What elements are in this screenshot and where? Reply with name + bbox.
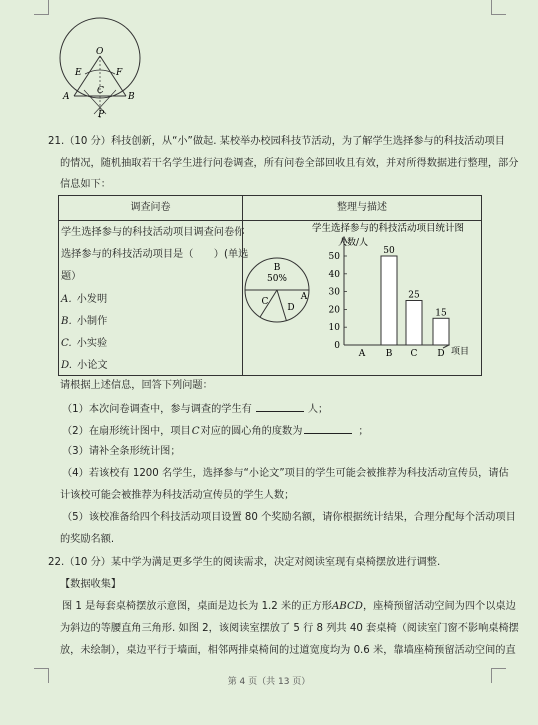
- pie-label-c: C: [261, 297, 269, 307]
- pie-label-a: A: [300, 292, 308, 302]
- answer-blank-2[interactable]: [304, 423, 352, 434]
- q21-stem-line2: 的情况，随机抽取若干名学生进行问卷调查，所有问卷全部回收且有效，并对所得数据进行整理，部分: [60, 158, 519, 169]
- pie-label-b-percent: 50%: [266, 274, 288, 284]
- figure-label-f: F: [116, 68, 123, 78]
- survey-text-line3: 题）: [61, 271, 82, 282]
- bar-data-label-D: 15: [435, 308, 447, 319]
- circle-geometry-figure: [55, 14, 145, 126]
- answer-blank-1[interactable]: [256, 401, 304, 412]
- table-head-description: 整理与描述: [337, 202, 387, 213]
- table-head-survey: 调查问卷: [130, 202, 171, 213]
- bar-B: [381, 256, 397, 345]
- y-tick-label-40: 40: [328, 269, 340, 280]
- figure-label-p: P: [98, 110, 105, 120]
- crop-mark-top-right: [491, 0, 506, 15]
- survey-option-d: D. 小论文: [61, 360, 108, 371]
- q22-stem: 22.（10 分）某中学为满足更多学生的阅读需求，决定对阅读室现有桌椅摆放进行调整.: [48, 557, 441, 568]
- bar-data-label-C: 25: [408, 290, 420, 301]
- q21-stem-line3: 信息如下：: [60, 179, 111, 190]
- statistics-charts: [243, 221, 481, 375]
- y-tick-label-50: 50: [328, 252, 340, 262]
- bar-chart-xlabel: 项目: [451, 347, 470, 357]
- figure-label-o: O: [96, 47, 104, 57]
- figure-label-c: C: [97, 86, 104, 96]
- survey-text-line1: 学生选择参与的科技活动项目调查问卷你: [61, 227, 245, 238]
- survey-option-a: A. 小发明: [61, 294, 108, 305]
- x-tick-label-A: A: [358, 349, 366, 359]
- q21-sub2: （2）在扇形统计图中，项目C对应的圆心角的度数为 ；: [62, 423, 369, 439]
- figure-label-b: B: [128, 92, 135, 102]
- survey-table: [58, 195, 482, 376]
- crop-mark-top-left: [34, 0, 49, 15]
- q21-prompt: 请根据上述信息，回答下列问题：: [60, 380, 213, 391]
- pie-divider-2: [277, 290, 286, 321]
- q22-section-heading: 【数据收集】: [60, 579, 122, 590]
- y-tick-label-20: 20: [328, 305, 340, 316]
- q22-paragraph-line3: 放，未绘制），桌边平行于墙面，相邻两排桌椅间的过道宽度均为 0.6 米，靠墙座椅预留活动空间的直: [60, 645, 516, 656]
- q21-sub4-line1: （4）若该校有 1200 名学生，选择参与“小论文”项目的学生可能会被推荐为科技活动宣传员，请估: [62, 468, 509, 479]
- pie-label-d: D: [287, 303, 295, 313]
- x-tick-label-B: B: [385, 349, 393, 359]
- survey-option-c: C. 小实验: [61, 338, 108, 349]
- bar-C: [406, 301, 422, 346]
- page-footer: 第 4 页（共 13 页）: [227, 677, 311, 687]
- figure-label-e: E: [75, 68, 82, 78]
- survey-text-line2: 选择参与的科技活动项目是（ ）(单选: [61, 249, 249, 260]
- q21-sub3: （3）请补全条形统计图；: [62, 446, 181, 457]
- y-tick-label-30: 30: [328, 287, 340, 298]
- pie-label-b: B: [273, 263, 281, 273]
- bar-D: [433, 318, 449, 345]
- x-tick-label-D: D: [437, 349, 445, 359]
- q21-stem-line1: 21.（10 分）科技创新，从“小”做起. 某校举办校园科技节活动，为了解学生选择参与的科技活动项目: [48, 136, 505, 147]
- q21-sub1: （1）本次问卷调查中，参与调查的学生有 人；: [62, 401, 328, 417]
- q21-sub5-line1: （5）该校准备给四个科技活动项目设置 80 个奖励名额，请你根据统计结果，合理分配每个活动项目: [62, 512, 516, 523]
- q21-sub4-line2: 计该校可能会被推荐为科技活动宣传员的学生人数；: [60, 490, 295, 501]
- bar-chart-title: 学生选择参与的科技活动项目统计图: [311, 223, 465, 234]
- bar-data-label-B: 50: [383, 246, 395, 256]
- figure-label-a: A: [63, 92, 70, 102]
- y-tick-label-10: 10: [328, 323, 340, 334]
- bar-chart-ylabel: 人数/人: [338, 238, 369, 248]
- q22-paragraph-line2: 为斜边的等腰直角三角形. 如图 2，该阅读室摆放了 5 行 8 列共 40 套桌椅（阅读室门窗不影响桌椅摆: [60, 623, 519, 634]
- y-tick-label-0: 0: [334, 341, 340, 351]
- survey-option-b: B. 小制作: [61, 316, 108, 327]
- q22-paragraph-line1: 图 1 是每套桌椅摆放示意图，桌面是边长为 1.2 米的正方形ABCD，座椅预留活动空间为四个以桌边: [62, 601, 516, 612]
- x-tick-label-C: C: [410, 349, 418, 359]
- q21-sub5-line2: 的奖励名额.: [60, 534, 115, 545]
